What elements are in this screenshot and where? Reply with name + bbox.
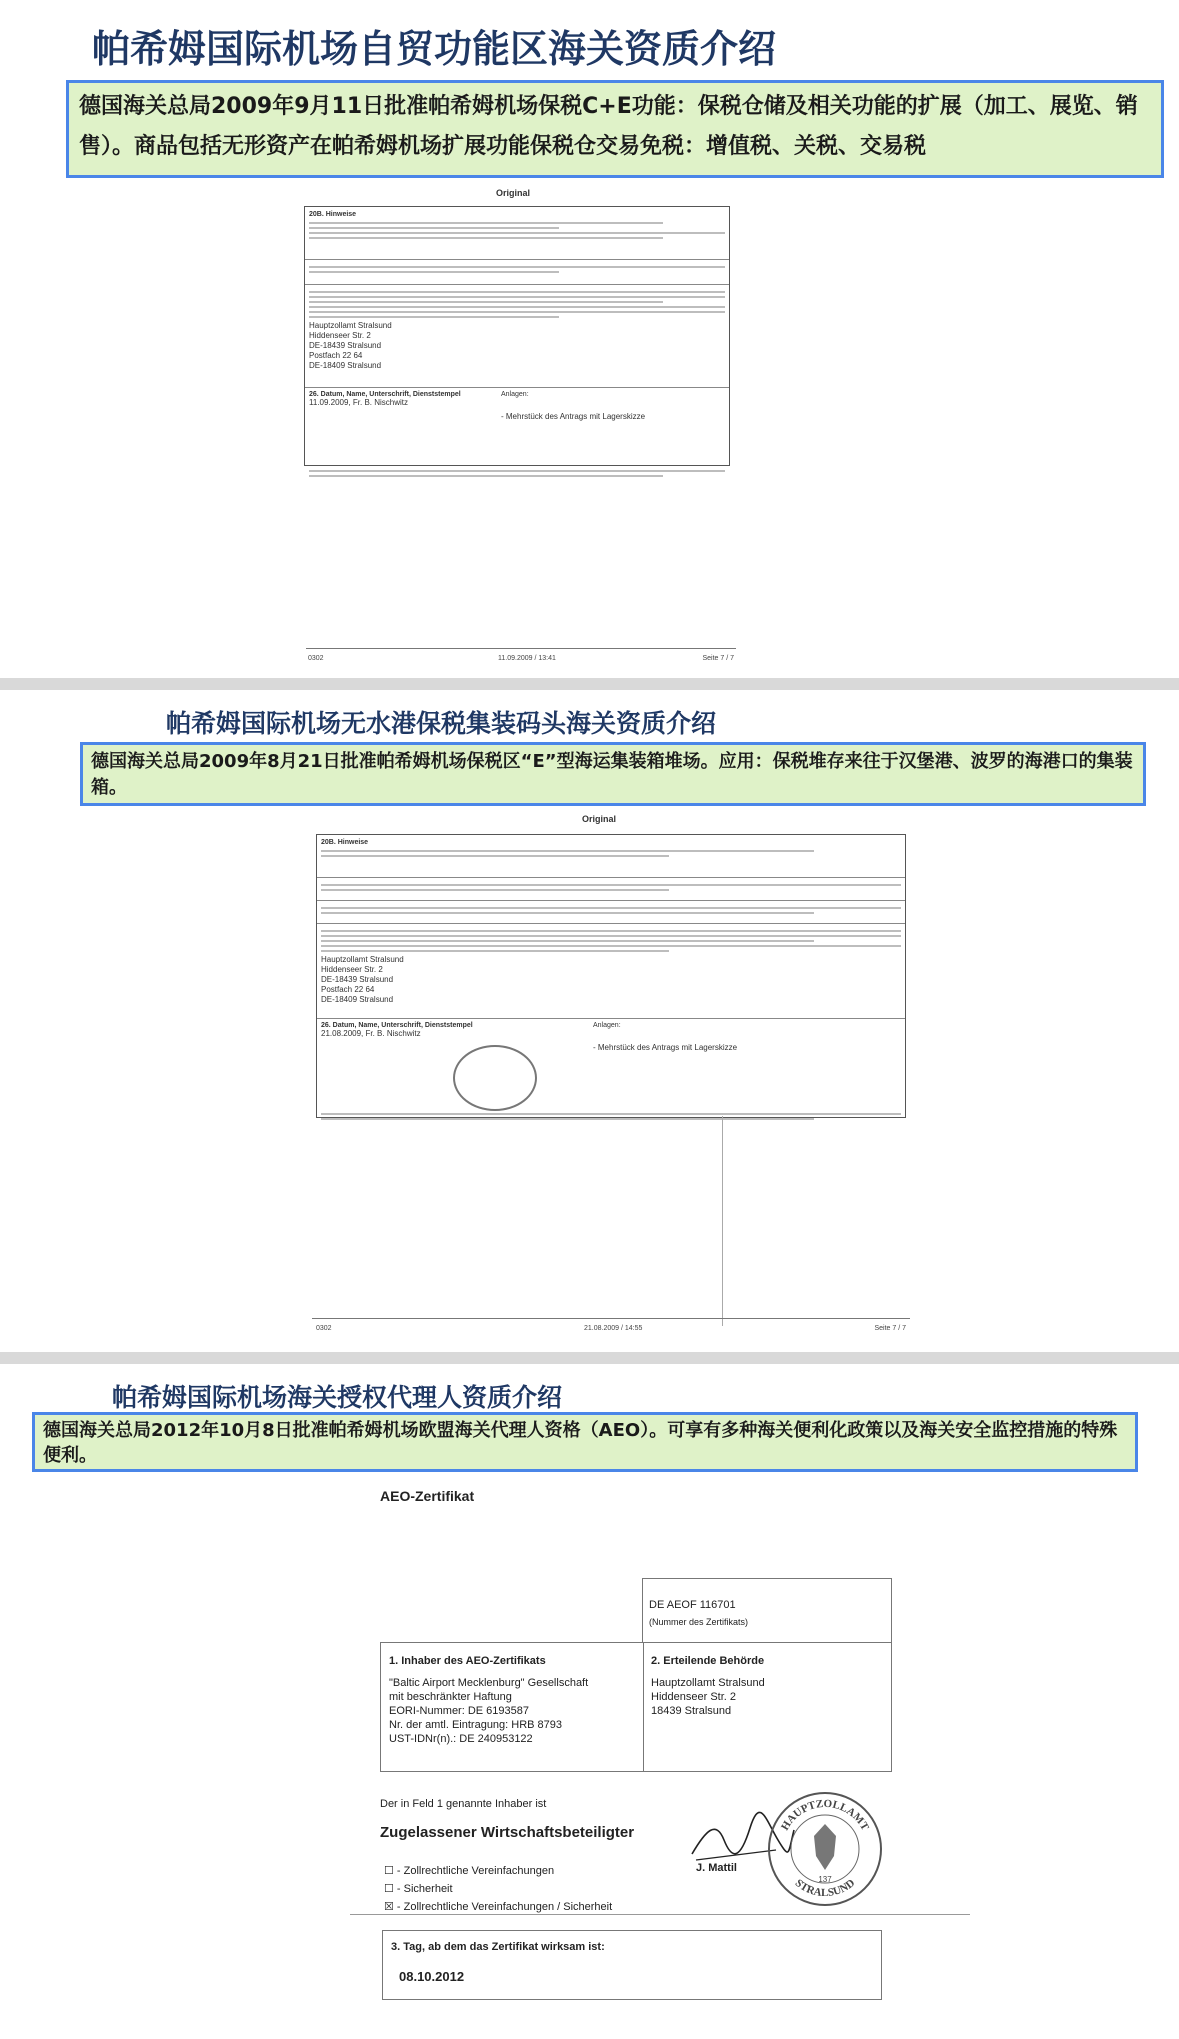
slide-title: 帕希姆国际机场无水港保税集装码头海关资质介绍 [166, 709, 717, 738]
footer-date: 11.09.2009 / 13:41 [498, 655, 556, 662]
office-line: Hauptzollamt Stralsund [309, 321, 392, 330]
authority-line: Hiddenseer Str. 2 [651, 1691, 736, 1703]
document-header: Original [496, 188, 531, 198]
document-header: Original [582, 814, 617, 824]
holder-line: UST-IDNr(n).: DE 240953122 [389, 1733, 533, 1745]
cert-details-box [380, 1642, 892, 1772]
option-item: ☐ - Zollrechtliche Vereinfachungen [384, 1865, 555, 1877]
signature-label: 26. Datum, Name, Unterschrift, Dienststempel [309, 391, 461, 398]
seal-text-bottom: STRALSUND [792, 1877, 858, 1900]
holder-line: Nr. der amtl. Eintragung: HRB 8793 [389, 1719, 563, 1731]
scan-divider [722, 1116, 723, 1326]
effective-date-box [382, 1930, 882, 2000]
office-line: Postfach 22 64 [321, 985, 375, 994]
office-line: Hiddenseer Str. 2 [321, 965, 383, 974]
slide-title: 帕希姆国际机场海关授权代理人资质介绍 [112, 1383, 563, 1412]
effective-date-label: 3. Tag, ab dem das Zertifikat wirksam ist: [391, 1941, 605, 1953]
office-line: Hauptzollamt Stralsund [321, 955, 404, 964]
holder-line: EORI-Nummer: DE 6193587 [389, 1705, 529, 1717]
office-line: DE-18439 Stralsund [309, 341, 382, 350]
effective-date-value: 08.10.2012 [399, 1969, 465, 1984]
authority-title: 2. Erteilende Behörde [651, 1655, 765, 1667]
footer-date: 21.08.2009 / 14:55 [584, 1325, 643, 1332]
cert-box-divider [643, 1643, 644, 1771]
slide-aeo [0, 1364, 1179, 2039]
holder-line: "Baltic Airport Mecklenburg" Gesellschaft [389, 1677, 589, 1689]
authority-line: 18439 Stralsund [651, 1705, 732, 1717]
customs-document-scan [316, 834, 906, 1118]
description-box: 德国海关总局2009年8月21日批准帕希姆机场保税区“E”型海运集装箱堆场。应用：保税堆存来往于汉堡港、波罗的海港口的集装箱。 [80, 742, 1146, 806]
footer-left: 0302 [316, 1325, 332, 1332]
option-item: ☒ - Zollrechtliche Vereinfachungen / Sicherheit [384, 1901, 613, 1913]
signer-name: J. Mattil [696, 1862, 737, 1874]
document-footer [312, 1318, 910, 1341]
cert-number-caption: (Nummer des Zertifikats) [649, 1617, 749, 1627]
doc-section-hint: 20B. Hinweise [309, 211, 357, 218]
footer-left: 0302 [308, 655, 324, 662]
seal-number: 137 [818, 1875, 832, 1884]
option-label: - Zollrechtliche Vereinfachungen / Sicherheit [396, 1901, 613, 1913]
doc-section-hint: 20B. Hinweise [321, 839, 369, 846]
holder-intro: Der in Feld 1 genannte Inhaber ist [380, 1798, 547, 1810]
seal-text-top: HAUPTZOLLAMT [779, 1797, 871, 1833]
official-seal-icon [453, 1045, 537, 1111]
customs-document-scan [304, 206, 730, 466]
slide-title: 帕希姆国际机场自贸功能区海关资质介绍 [92, 27, 777, 71]
signature-value: 11.09.2009, Fr. B. Nischwitz [309, 398, 409, 407]
office-line: DE-18409 Stralsund [321, 995, 394, 1004]
slide-dry-port [0, 690, 1179, 1352]
footer-page: Seite 7 / 7 [702, 655, 734, 662]
cert-number-box [642, 1578, 892, 1644]
office-line: Postfach 22 64 [309, 351, 363, 360]
cert-heading: AEO-Zertifikat [380, 1488, 475, 1504]
option-label: - Sicherheit [396, 1883, 453, 1895]
footer-page: Seite 7 / 7 [874, 1325, 906, 1332]
description-box: 德国海关总局2009年9月11日批准帕希姆机场保税C+E功能：保税仓储及相关功能的扩展（加工、展览、销售）。商品包括无形资产在帕希姆机场扩展功能保税仓交易免税：增值税、关税、交易税 [66, 80, 1164, 178]
option-label: - Zollrechtliche Vereinfachungen [396, 1865, 555, 1877]
attachments-label: Anlagen: [501, 391, 529, 398]
description-box: 德国海关总局2012年10月8日批准帕希姆机场欧盟海关代理人资格（AEO）。可享有多种海关便利化政策以及海关安全监控措施的特殊便利。 [32, 1412, 1138, 1472]
attachments-value: - Mehrstück des Antrags mit Lagerskizze [593, 1043, 738, 1052]
cert-number: DE AEOF 116701 [649, 1599, 736, 1611]
status-title: Zugelassener Wirtschaftsbeteiligter [380, 1824, 635, 1841]
holder-line: mit beschränkter Haftung [389, 1691, 512, 1703]
slide-free-trade-zone [0, 0, 1179, 678]
office-line: DE-18439 Stralsund [321, 975, 394, 984]
document-footer [306, 648, 736, 669]
office-line: Hiddenseer Str. 2 [309, 331, 371, 340]
option-item: ☐ - Sicherheit [384, 1883, 453, 1895]
holder-title: 1. Inhaber des AEO-Zertifikats [389, 1655, 546, 1667]
attachments-label: Anlagen: [593, 1022, 621, 1029]
authority-line: Hauptzollamt Stralsund [651, 1677, 765, 1689]
attachments-value: - Mehrstück des Antrags mit Lagerskizze [501, 412, 646, 421]
signature-value: 21.08.2009, Fr. B. Nischwitz [321, 1029, 421, 1038]
office-line: DE-18409 Stralsund [309, 361, 382, 370]
customs-seal-icon [766, 1790, 884, 1908]
cert-rule [350, 1914, 970, 1915]
signature-label: 26. Datum, Name, Unterschrift, Dienststempel [321, 1022, 473, 1029]
